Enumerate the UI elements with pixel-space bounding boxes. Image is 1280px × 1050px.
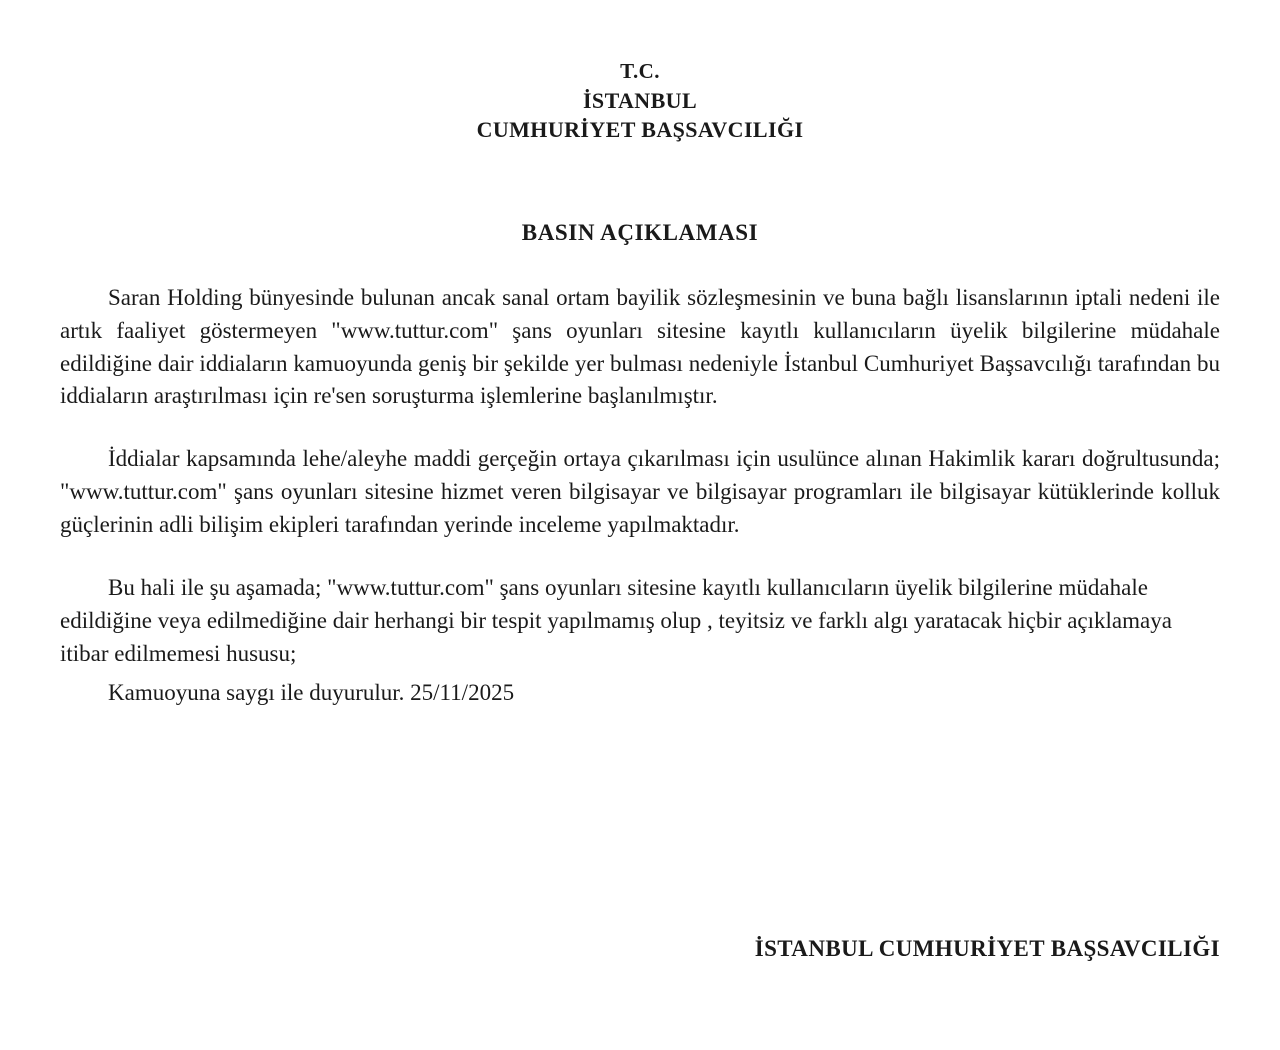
letterhead: [60, 0, 1220, 144]
letterhead-line-tc: T.C.: [620, 59, 660, 83]
page-title: BASIN AÇIKLAMASI: [521, 219, 759, 245]
paragraph: Saran Holding bünyesinde bulunan ancak sanal ortam bayilik sözleşmesinin ve buna bağlı lisanslarının iptali nedeni ile artık faaliyet göstermeyen "www.tuttur.com" şans oyunları sitesine kayıtlı kullanıcıların üyelik bilgilerine müdahale edildiğine dair iddiaların kamuoyunda geniş bir şekilde yer bulması nedeniyle İstanbul Cumhuriyet Başsavcılığı tarafından bu iddiaların araştırılması için re'sen soruşturma işlemlerine başlanılmıştır.: [60, 284, 1220, 409]
paragraph: İddialar kapsamında lehe/aleyhe maddi gerçeğin ortaya çıkarılması için usulünce alınan Hakimlik kararı doğrultusunda; "www.tuttur.com" şans oyunları sitesine hizmet veren bilgisayar ve bilgisayar programları ile bilgisayar kütüklerinde kolluk güçlerinin adli bilişim ekipleri tarafından yerinde inceleme yapılmaktadır.: [60, 446, 1220, 538]
document-body: [60, 282, 1220, 671]
letterhead-line-city: İSTANBUL: [582, 87, 698, 113]
signature-block: İSTANBUL CUMHURİYET BAŞSAVCILIĞI: [754, 936, 1220, 961]
closing-line: Kamuoyuna saygı ile duyurulur. 25/11/2025: [108, 679, 515, 705]
paragraph: Bu hali ile şu aşamada; "www.tuttur.com" şans oyunları sitesine kayıtlı kullanıcıların üyelik bilgilerine müdahale edildiğine veya edilmediğine dair herhangi bir tespit yapılmamış olup , teyitsiz ve farklı algı yaratacak hiçbir açıklamaya itibar edilmemesi hususu;: [60, 574, 1172, 666]
letterhead-line-office: CUMHURİYET BAŞSAVCILIĞI: [476, 116, 804, 142]
